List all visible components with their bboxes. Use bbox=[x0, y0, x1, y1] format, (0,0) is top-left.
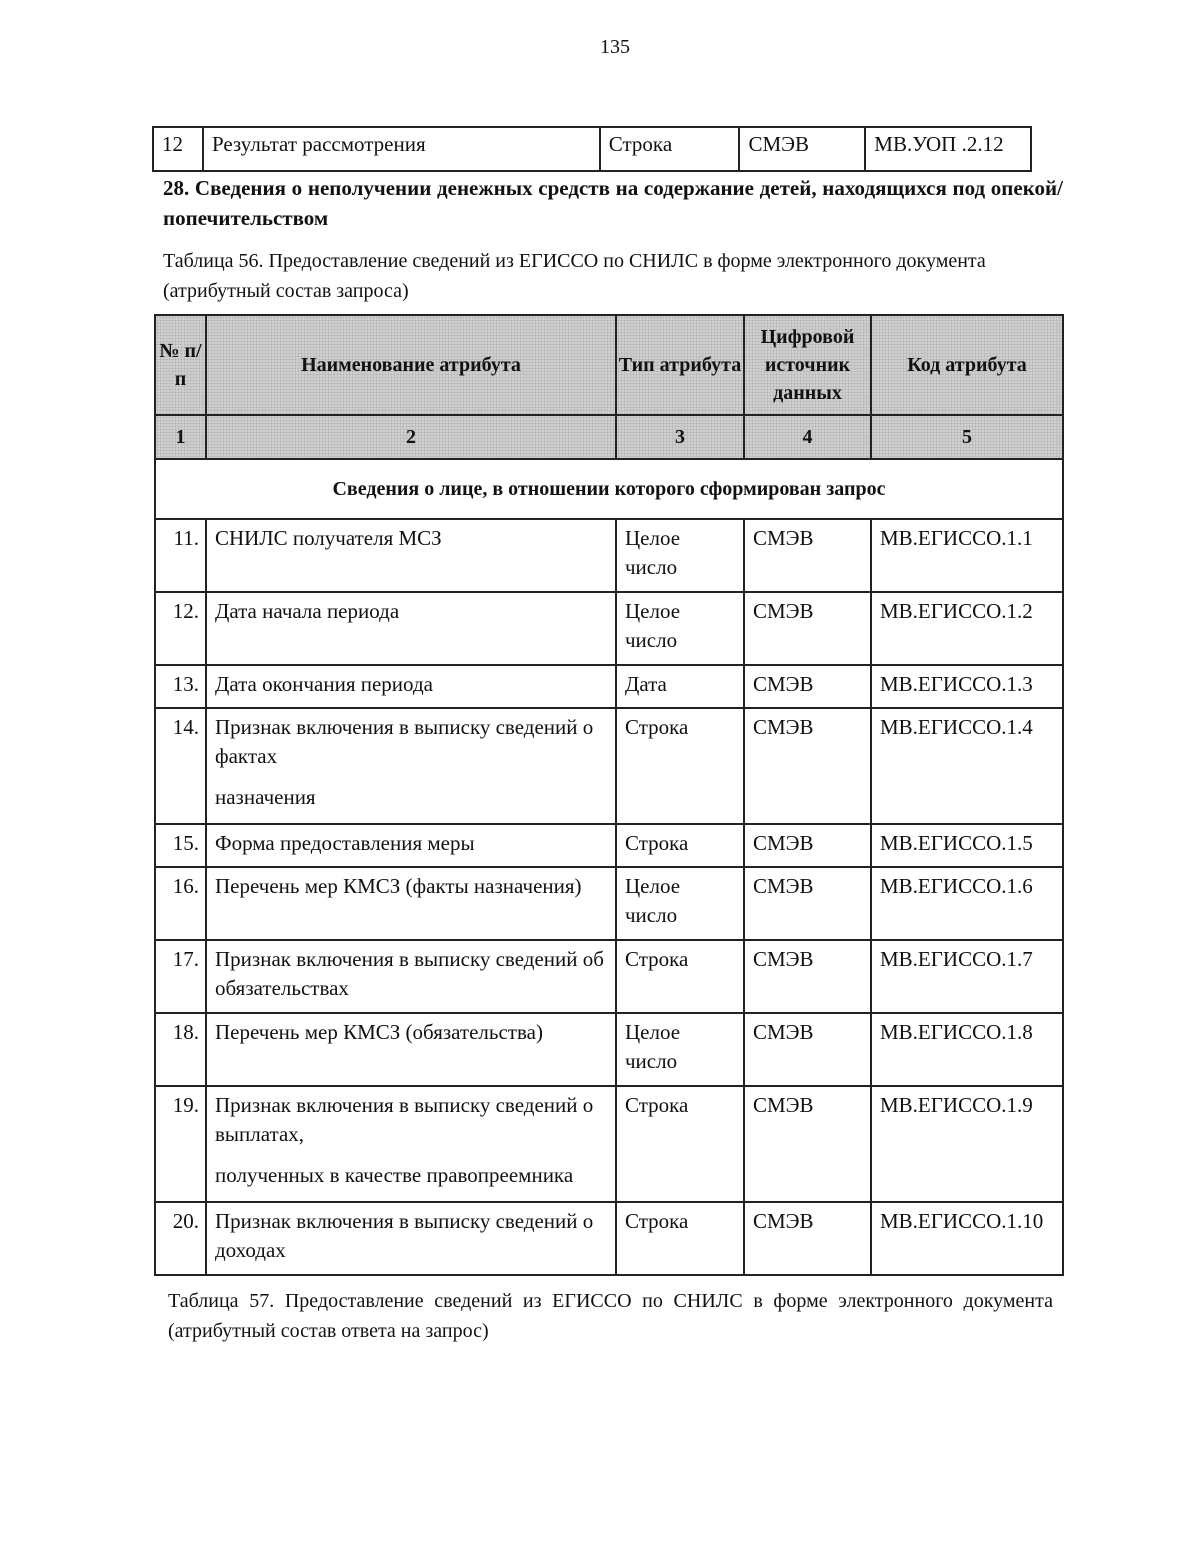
data-source: СМЭВ bbox=[744, 708, 871, 824]
attribute-name-line: Перечень мер КМСЗ (обязательства) bbox=[215, 1020, 543, 1044]
table-column-numbers-row bbox=[155, 415, 1063, 459]
row-number: 18. bbox=[155, 1013, 206, 1086]
table-row bbox=[155, 592, 1063, 665]
attribute-code: МВ.ЕГИССО.1.2 bbox=[871, 592, 1063, 665]
continued-table bbox=[152, 126, 1032, 172]
attribute-type: Строка bbox=[616, 1202, 744, 1275]
table-section-title: Сведения о лице, в отношении которого сформирован запрос bbox=[155, 459, 1063, 519]
attribute-name-line: Признак включения в выписку сведений об обязательствах bbox=[215, 947, 604, 1000]
attribute-name-line: Признак включения в выписку сведений о фактах bbox=[215, 715, 594, 768]
row-number: 19. bbox=[155, 1086, 206, 1202]
attribute-name bbox=[206, 940, 616, 1013]
attribute-name bbox=[206, 592, 616, 665]
attribute-name-line: Перечень мер КМСЗ (факты назначения) bbox=[215, 874, 582, 898]
attribute-name: Результат рассмотрения bbox=[203, 127, 600, 171]
header-name: Наименование атрибута bbox=[206, 315, 616, 415]
attribute-name bbox=[206, 1086, 616, 1202]
table-header-row bbox=[155, 315, 1063, 415]
table-56 bbox=[154, 314, 1064, 1276]
row-number: 17. bbox=[155, 940, 206, 1013]
attribute-type: Строка bbox=[616, 824, 744, 867]
attribute-name bbox=[206, 665, 616, 708]
row-number: 12. bbox=[155, 592, 206, 665]
row-number: 20. bbox=[155, 1202, 206, 1275]
attribute-name bbox=[206, 1013, 616, 1086]
table-row bbox=[155, 708, 1063, 824]
header-code: Код атрибута bbox=[871, 315, 1063, 415]
attribute-type: Дата bbox=[616, 665, 744, 708]
row-number: 14. bbox=[155, 708, 206, 824]
attribute-name-line: Форма предоставления меры bbox=[215, 831, 475, 855]
attribute-code: МВ.ЕГИССО.1.10 bbox=[871, 1202, 1063, 1275]
section-heading: 28. Сведения о неполучении денежных средств на содержание детей, находящихся под опекой/попечительством bbox=[163, 176, 1063, 230]
attribute-type: Строка bbox=[600, 127, 740, 171]
attribute-code: МВ.ЕГИССО.1.1 bbox=[871, 519, 1063, 592]
data-source: СМЭВ bbox=[744, 1013, 871, 1086]
attribute-code: МВ.ЕГИССО.1.5 bbox=[871, 824, 1063, 867]
table-row bbox=[155, 665, 1063, 708]
attribute-name-line: СНИЛС получателя МСЗ bbox=[215, 526, 442, 550]
attribute-type: Целое число bbox=[616, 867, 744, 940]
row-number: 12 bbox=[153, 127, 203, 171]
table-56-caption: Таблица 56. Предоставление сведений из ЕГИССО по СНИЛС в форме электронного документа (атрибутный состав запроса) bbox=[163, 250, 986, 302]
column-number: 1 bbox=[155, 415, 206, 459]
header-number: № п/п bbox=[155, 315, 206, 415]
data-source: СМЭВ bbox=[744, 665, 871, 708]
table-row bbox=[155, 867, 1063, 940]
row-number: 16. bbox=[155, 867, 206, 940]
header-source: Цифровой источник данных bbox=[744, 315, 871, 415]
column-number: 3 bbox=[616, 415, 744, 459]
data-source: СМЭВ bbox=[744, 519, 871, 592]
attribute-name bbox=[206, 824, 616, 867]
table-row bbox=[155, 1086, 1063, 1202]
attribute-type: Целое число bbox=[616, 1013, 744, 1086]
attribute-code: МВ.ЕГИССО.1.3 bbox=[871, 665, 1063, 708]
data-source: СМЭВ bbox=[744, 940, 871, 1013]
attribute-name-line: Признак включения в выписку сведений о выплатах, bbox=[215, 1093, 594, 1146]
attribute-type: Строка bbox=[616, 1086, 744, 1202]
attribute-type: Целое число bbox=[616, 592, 744, 665]
attribute-name bbox=[206, 1202, 616, 1275]
attribute-type: Строка bbox=[616, 940, 744, 1013]
column-number: 4 bbox=[744, 415, 871, 459]
data-source: СМЭВ bbox=[744, 592, 871, 665]
table-row bbox=[155, 519, 1063, 592]
table-row bbox=[155, 1202, 1063, 1275]
row-number: 11. bbox=[155, 519, 206, 592]
data-source: СМЭВ bbox=[744, 1202, 871, 1275]
row-number: 13. bbox=[155, 665, 206, 708]
table-section-row bbox=[155, 459, 1063, 519]
attribute-type: Целое число bbox=[616, 519, 744, 592]
attribute-name bbox=[206, 708, 616, 824]
column-number: 5 bbox=[871, 415, 1063, 459]
attribute-name-line: Дата начала периода bbox=[215, 599, 400, 623]
attribute-name-line: Дата окончания периода bbox=[215, 672, 433, 696]
attribute-code: МВ.ЕГИССО.1.9 bbox=[871, 1086, 1063, 1202]
data-source: СМЭВ bbox=[744, 824, 871, 867]
header-type: Тип атрибута bbox=[616, 315, 744, 415]
attribute-type: Строка bbox=[616, 708, 744, 824]
column-number: 2 bbox=[206, 415, 616, 459]
attribute-code: МВ.ЕГИССО.1.6 bbox=[871, 867, 1063, 940]
attribute-name-line: полученных в качестве правопреемника bbox=[215, 1163, 574, 1187]
data-source: СМЭВ bbox=[744, 1086, 871, 1202]
data-source: СМЭВ bbox=[739, 127, 865, 171]
attribute-name bbox=[206, 867, 616, 940]
table-row bbox=[155, 1013, 1063, 1086]
attribute-code: МВ.ЕГИССО.1.4 bbox=[871, 708, 1063, 824]
attribute-code: МВ.ЕГИССО.1.8 bbox=[871, 1013, 1063, 1086]
table-row bbox=[153, 127, 1031, 171]
row-number: 15. bbox=[155, 824, 206, 867]
table-row bbox=[155, 824, 1063, 867]
page-number: 135 bbox=[600, 36, 630, 58]
attribute-name bbox=[206, 519, 616, 592]
attribute-code: МВ.УОП .2.12 bbox=[865, 127, 1031, 171]
attribute-code: МВ.ЕГИССО.1.7 bbox=[871, 940, 1063, 1013]
attribute-name-line: назначения bbox=[215, 785, 316, 809]
attribute-name-line: Признак включения в выписку сведений о доходах bbox=[215, 1209, 594, 1262]
table-57-caption: Таблица 57. Предоставление сведений из ЕГИССО по СНИЛС в форме электронного документа (атрибутный состав ответа на запрос) bbox=[168, 1290, 1053, 1342]
table-row bbox=[155, 940, 1063, 1013]
data-source: СМЭВ bbox=[744, 867, 871, 940]
